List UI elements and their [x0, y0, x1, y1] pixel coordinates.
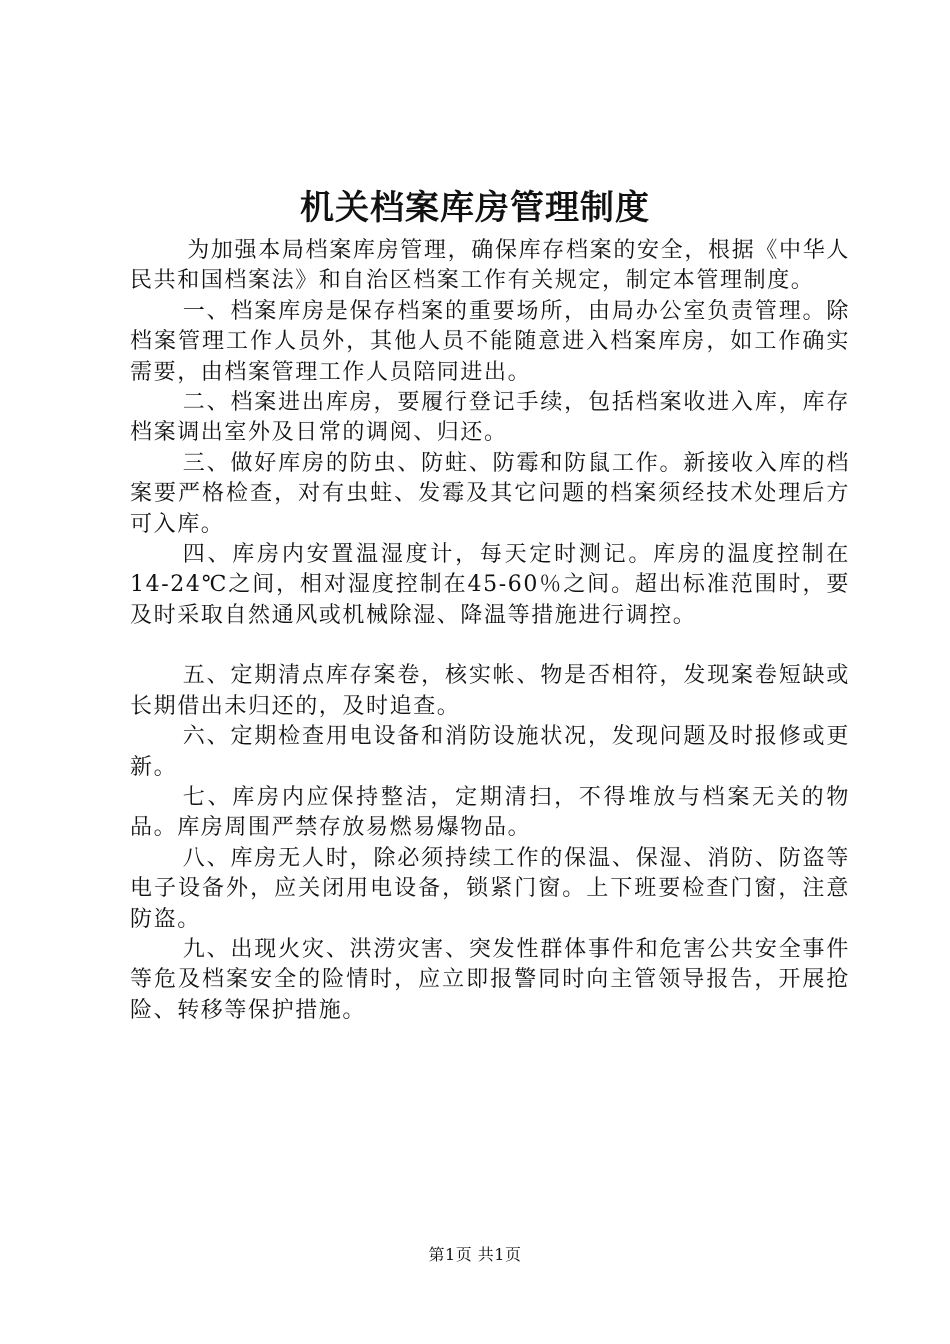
paragraph-article-8: 八、库房无人时，除必须持续工作的保温、保湿、消防、防盗等电子设备外，应关闭用电设备，锁紧门窗。上下班要检查门窗，注意防盗。 — [130, 845, 850, 932]
page-footer: 第1页 共1页 — [428, 1245, 522, 1264]
paragraph-article-1: 一、档案库房是保存档案的重要场所，由局办公室负责管理。除档案管理工作人员外，其他人员不能随意进入档案库房，如工作确实需要，由档案管理工作人员陪同进出。 — [130, 298, 850, 385]
paragraph-article-5: 五、定期清点库存案卷，核实帐、物是否相符，发现案卷短缺或长期借出未归还的，及时追查。 — [130, 663, 850, 719]
document-body — [130, 236, 850, 1026]
paragraph-article-3: 三、做好库房的防虫、防蛀、防霉和防鼠工作。新接收入库的档案要严格检查，对有虫蛀、发霉及其它问题的档案须经技术处理后方可入库。 — [130, 450, 850, 537]
paragraph-preamble: 为加强本局档案库房管理，确保库存档案的安全，根据《中华人民共和国档案法》和自治区档案工作有关规定，制定本管理制度。 — [130, 238, 850, 294]
paragraph-article-2: 二、档案进出库房，要履行登记手续，包括档案收进入库，库存档案调出室外及日常的调阅、归还。 — [130, 390, 850, 446]
paragraph-article-6: 六、定期检查用电设备和消防设施状况，发现问题及时报修或更新。 — [130, 724, 850, 780]
document-title: 机关档案库房管理制度 — [300, 188, 650, 228]
paragraph-article-7: 七、库房内应保持整洁，定期清扫，不得堆放与档案无关的物品。库房周围严禁存放易燃易爆物品。 — [130, 784, 850, 841]
paragraph-article-4: 四、库房内安置温湿度计，每天定时测记。库房的温度控制在14-24℃之间，相对湿度控制在45-60％之间。超出标准范围时，要及时采取自然通风或机械除湿、降温等措施进行调控。 — [130, 542, 850, 628]
paragraph-article-9: 九、出现火灾、洪涝灾害、突发性群体事件和危害公共安全事件等危及档案安全的险情时，应立即报警同时向主管领导报告，开展抢险、转移等保护措施。 — [130, 936, 850, 1023]
